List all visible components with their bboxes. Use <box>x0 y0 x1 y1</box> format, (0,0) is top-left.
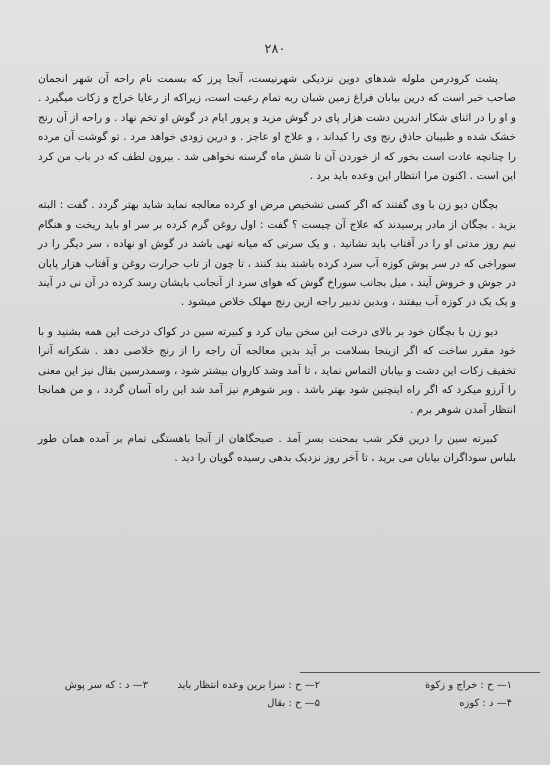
footnote-4: ۴— د : کوزه <box>459 698 512 709</box>
paragraph-4: کبیرته سین را درین فکر شب بمحنت بسر آمد . صبحگاهان از آنجا باهستگی تمام بر آمده همان طور بلباس سوداگران بیابان می برید ، تا آخر روز نزدیک بدهی رسیده گویان را دید . <box>38 432 516 465</box>
paragraph-2: بچگان دیو زن با وی گفتند که اگر کسی تشخیص مرض او کرده معالجه نماید شاید بهتر گردد . گفت : البته بزید . بچگان از مادر پرسیدند که علاج آن چیست ؟ گفت : اول روغن گرم کرده بر سر او باید ریخت و هنگام نیم روز مدتی او را در آفتاب باید نشانید . و یک سرنی که میانه تهی باشد در گوش او نهاده ، سر دیگر را در سوراخی که در سر پوش کوزه آب سرد کرده باشند بند کنند ، تا چون از تاب حرارت روغن و آفتاب هزار پایان در جوش و خروش آیند ، میل بجانب سوراخ گوش که هوای سرد از آنجانب بایشان رسد کرده در آن نی در آیند و یک یک در کوزه آب بیفتند ، وبدین تدبیر راجه ازین رنج مهلک خلاص میشود . <box>38 199 516 309</box>
footnote-3: ۳— د : که سر پوش <box>64 680 148 691</box>
paragraph-1: پشت کرودرمن ملوله شدهای دوین نزدیکی شهرنیست، آنجا پرز که بسمت نام راحه آن شهر انجمان صاحب خبر است که درین بیابان فراغ زمین شبان ربه تمام رعیت است، زیراکه از رعایا خراج و زکات میگیرد . و او را در اثنای شکار اندرین دشت هزار پای در گوش مزید و پرور ایام در گوش او تخم نهاد . و راحه از آن رنج خشک شده و طبیبان حاذق رنج وی را کیداند ، و علاج او عاجز . و درین زودی خواهد مرد . تو گوشت آن مرده را چنانچه عادت است بخور که از خوردن آن تا شش ماه گرسنه نخواهی شد . بیرون لطف که در باب من کرد این است . اکنون مرا انتظار این وعده باید برد . <box>38 73 516 183</box>
paragraph-3: دیو زن با بچگان خود بر بالای درخت این سخن بیان کرد و کبیرته سین در کواک درخت این همه بشنید و با خود مقرر ساخت که اگر ازینجا بسلامت بر آید بدین معالجه آن راجه را از رنج خلاصی دهد . شکرانه آنرا تخفیف زکات این دشت و بیابان التماس نماید ، تا آمد وشد کاروان بیشتر شود ، وسمدرسین بقال نیز این معنی را آرزو میکرد که اگر راه اینچنین شود بهتر باشد . وبر شوهرم نیز آمد شد این راه آسان گردد ، و من همانجا انتظار آمدن شوهر برم . <box>38 325 516 416</box>
footnote-1: ۱— ح : خراج و زکوة <box>425 680 512 691</box>
footnote-2: ۲— ح : سزا برین وعده انتظار باید <box>177 680 320 691</box>
main-text <box>38 70 516 479</box>
footnote-divider <box>300 672 540 673</box>
page-number: ۲۸۰ <box>264 42 286 57</box>
footnote-5: ۵— ح : بقال <box>267 698 320 709</box>
